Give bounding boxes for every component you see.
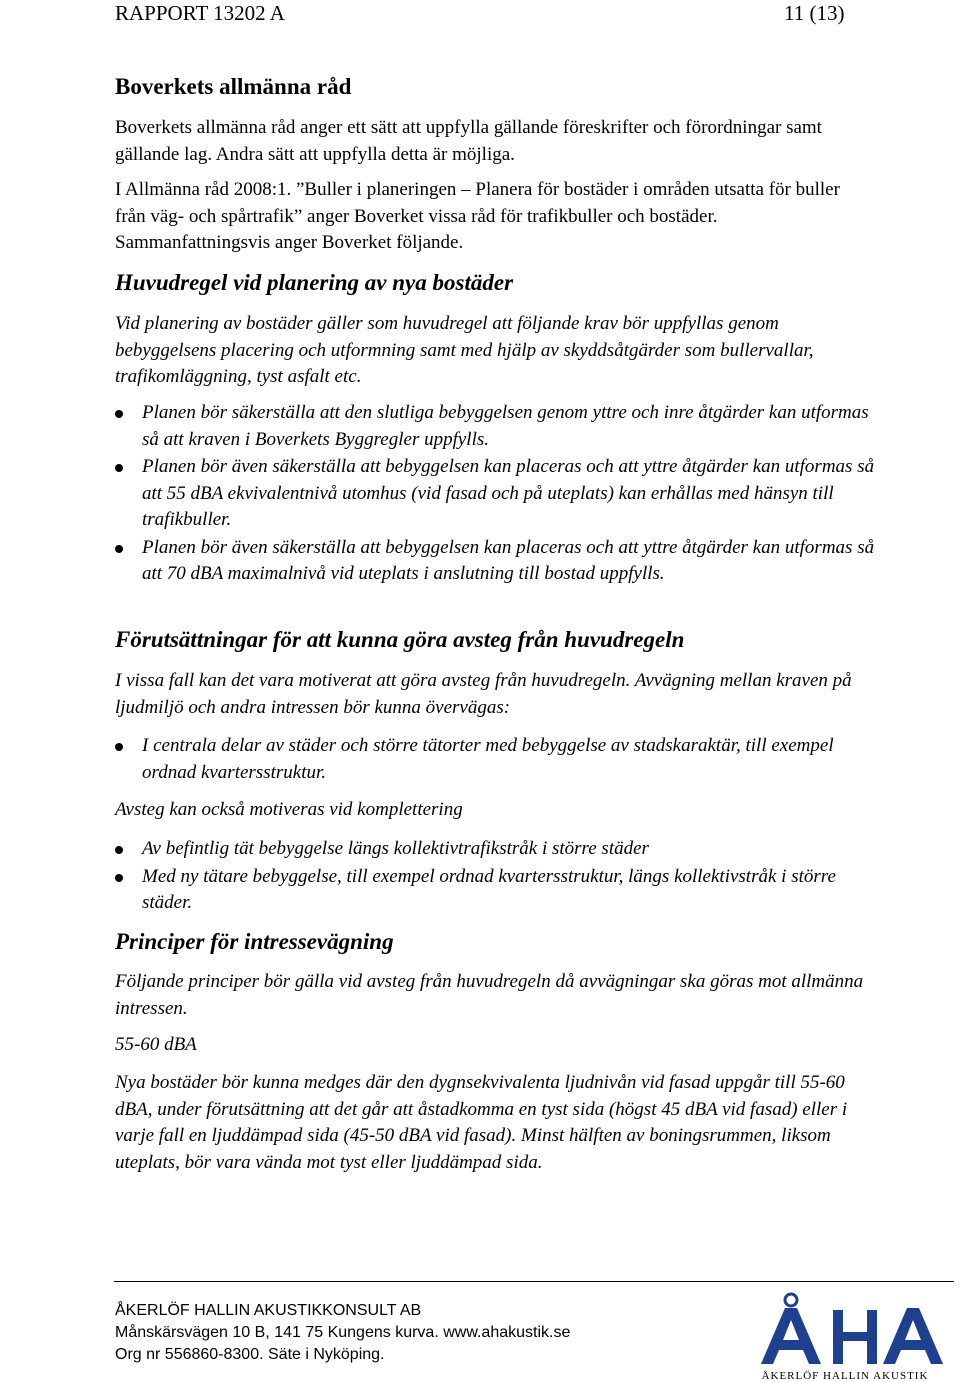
footer-org: Org nr 556860-8300. Säte i Nyköping. (115, 1346, 385, 1363)
footer-divider (114, 1281, 954, 1282)
page-number: 11 (13) (784, 1, 845, 25)
paragraph: Följande principer bör gälla vid avsteg från huvudregeln då avvägningar ska göras mot allmänna intressen. (115, 971, 864, 1019)
bullet-list (115, 400, 875, 588)
report-id: RAPPORT 13202 A (115, 1, 285, 25)
bullet-list (115, 836, 875, 917)
list-item: Planen bör säkerställa att den slutliga bebyggelsen genom yttre och inre åtgärder kan utformas så att kraven i Boverkets Byggregler uppfylls. (115, 400, 875, 453)
paragraph: Avsteg kan också motiveras vid komplettering (115, 799, 463, 820)
logo-subtitle: ÅKERLÖF HALLIN AKUSTIK (761, 1370, 929, 1382)
footer-company: ÅKERLÖF HALLIN AKUSTIKKONSULT AB (115, 1302, 422, 1319)
list-item: Med ny tätare bebyggelse, till exempel ordnad kvartersstruktur, längs kollektivstråk i större städer. (115, 864, 875, 917)
list-item: I centrala delar av städer och större tätorter med bebyggelse av stadskaraktär, till exempel ordnad kvartersstruktur. (115, 733, 875, 786)
bullet-icon (115, 410, 123, 418)
section-title-principer: Principer för intressevägning (115, 929, 394, 954)
paragraph: I vissa fall kan det vara motiverat att göra avsteg från huvudregeln. Avvägning mellan kraven på ljudmiljö och andra intressen bör kunna övervägas: (115, 670, 852, 718)
paragraph: Nya bostäder bör kunna medges där den dygnsekvivalenta ljudnivån vid fasad uppgår till 55-60 dBA, under förutsättning att det går att åstadkomma en tyst sida (högst 45 dBA vid fasad) eller i varje fall en ljuddämpad sida (45-50 dBA vid fasad). Minst hälften av boningsrummen, liksom uteplats, bör vara vända mot tyst eller ljuddämpad sida. (115, 1072, 848, 1173)
bullet-list (115, 733, 875, 786)
bullet-icon (115, 846, 123, 854)
section-title-boverket: Boverkets allmänna råd (115, 74, 352, 99)
bullet-icon (115, 874, 123, 882)
list-item: Planen bör även säkerställa att bebyggelsen kan placeras och att yttre åtgärder kan utformas så att 55 dBA ekvivalentnivå utomhus (vid fasad och på uteplats) kan erhållas med hänsyn till trafikbuller. (115, 454, 875, 534)
section-title-avsteg: Förutsättningar för att kunna göra avsteg från huvudregeln (115, 627, 685, 652)
bullet-icon (115, 545, 123, 553)
list-item: Av befintlig tät bebyggelse längs kollektivtrafikstråk i större städer (115, 836, 875, 863)
paragraph: Boverkets allmänna råd anger ett sätt att uppfylla gällande föreskrifter och förordningar samt gällande lag. Andra sätt att uppfylla detta är möjliga. (115, 117, 822, 165)
subheading-55-60: 55-60 dBA (115, 1034, 197, 1055)
paragraph: I Allmänna råd 2008:1. ”Buller i planeringen – Planera för bostäder i områden utsatta för buller från väg- och spårtrafik” anger Boverket vissa råd för trafikbuller och bostäder. Sammanfattningsvis anger Boverket följande. (115, 179, 840, 253)
aha-logo (733, 1292, 958, 1382)
bullet-icon (115, 464, 123, 472)
bullet-icon (115, 743, 123, 751)
footer-address: Månskärsvägen 10 B, 141 75 Kungens kurva. www.ahakustik.se (115, 1324, 571, 1341)
section-title-huvudregel: Huvudregel vid planering av nya bostäder (115, 270, 514, 295)
list-item: Planen bör även säkerställa att bebyggelsen kan placeras och att yttre åtgärder kan utformas så att 70 dBA maximalnivå vid uteplats i anslutning till bostad uppfylls. (115, 535, 875, 588)
paragraph: Vid planering av bostäder gäller som huvudregel att följande krav bör uppfyllas genom bebyggelsens placering och utformning samt med hjälp av skyddsåtgärder som bullervallar, trafikomläggning, tyst asfalt etc. (115, 313, 814, 387)
